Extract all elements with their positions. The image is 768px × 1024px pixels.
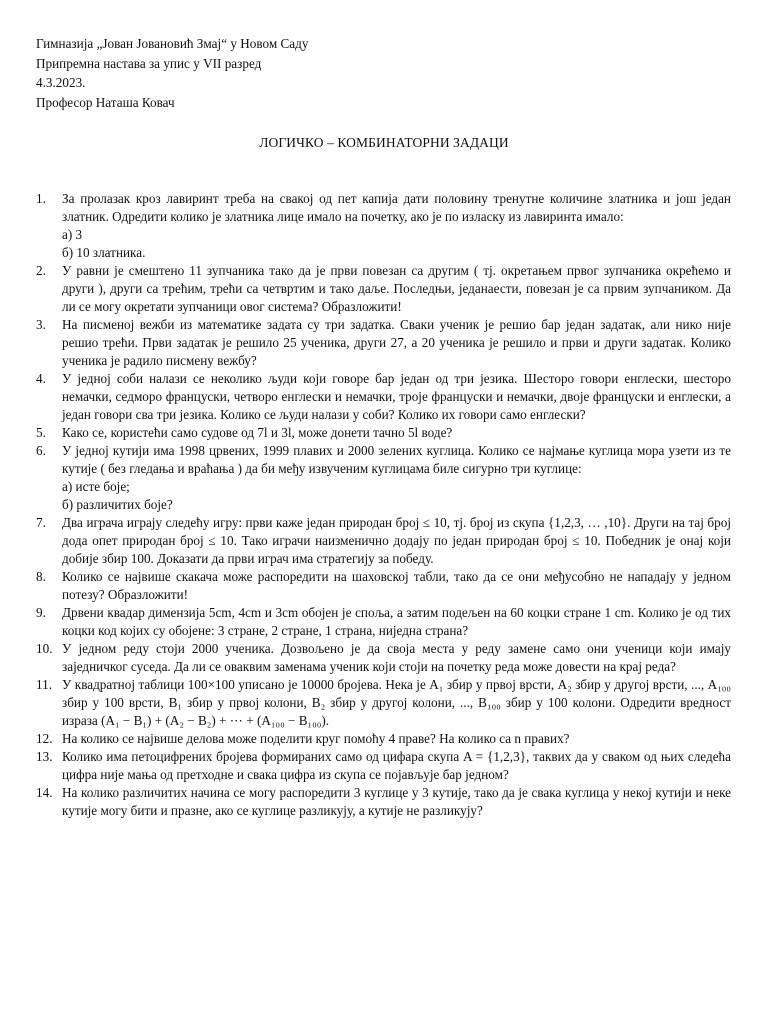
task-text: У равни је смештено 11 зупчаника тако да је први повезан са другим ( тј. окретањем првог зупчаника окрећемо и други ), други са трећим, трећи са четвртим и тако даље. Последњи, једанаести, повезан је са првим зупчаником. Да ли се могу окретати зупчаници овог система? Образложити! [62, 263, 731, 314]
document-title: ЛОГИЧКО – КОМБИНАТОРНИ ЗАДАЦИ [259, 135, 509, 150]
task-number: 7. [36, 515, 46, 530]
task-number: 9. [36, 605, 46, 620]
task-item [36, 604, 731, 640]
task-item [36, 262, 731, 316]
teacher-name: Професор Наташа Ковач [36, 94, 175, 110]
task-text: У квадратној таблици 100×100 уписано је 10000 бројева. Нека је A₁ збир у првој врсти, A₂ збир у другој врсти, ..., A₁₀₀ збир у 100 врсти, B₁ збир у првој колони, B₂ збир у другој колони, ..., B₁₀₀ збир у 100 колони. Одредити вредност израза (A₁ − B₁) + (A₂ − B₂) + ⋯ + (A₁₀₀ − B₁₀₀). [62, 677, 731, 728]
task-number: 11. [36, 677, 52, 692]
task-text: За пролазак кроз лавиринт треба на свакој од пет капија дати половину тренутне количине златника и још један златник. Одредити колико је златника лице имало на почетку, ако је по изласку из лавиринта имало: [62, 191, 731, 224]
task-item [36, 190, 731, 262]
task-number: 12. [36, 731, 53, 746]
task-number: 4. [36, 371, 46, 386]
task-text: Колико се највише скакача може распоредити на шаховској табли, тако да се они међусобно не нападају у једном потезу? Образложити! [62, 569, 731, 602]
task-item [36, 784, 731, 820]
task-text: На колико различитих начина се могу распоредити 3 куглице у 3 кутије, тако да је свака куглица у некој кутији и неке кутије могу бити и празне, ако се куглице разликују, а кутије не разликују? [62, 785, 731, 818]
task-item [36, 316, 731, 370]
task-text: Колико има петоцифрених бројева формираних само од цифара скупа A = {1,2,3}, таквих да у сваком од њих следећа цифра није мања од претходне и свака цифра из скупа се појављује бар једном? [62, 749, 731, 782]
task-item [36, 514, 731, 568]
task-item [36, 676, 731, 730]
document-header [36, 35, 536, 113]
task-text: На колико се највише делова може поделити круг помоћу 4 праве? На колико са n правих? [62, 731, 570, 746]
task-text: У једној соби налази се неколико људи који говоре бар један од три језика. Шесторо говори енглески, шесторо немачки, седморо француски, четворо енглески и немачки, троје француски и немачки, двоје француски и енглески, а један говори сва три језика. Колико се људи налази у соби? Колико их говори само енглески? [62, 371, 731, 422]
task-subitem: б) 10 златника. [62, 245, 146, 260]
task-text: У једном реду стоји 2000 ученика. Дозвољено је да своја места у реду замене само они ученици који имају заједничког суседа. Да ли се оваквим заменама ученик који стоји на почетку реда може довести на крај реда? [62, 641, 731, 674]
task-item [36, 424, 731, 442]
task-subitem: б) различитих боје? [62, 497, 173, 512]
task-item [36, 442, 731, 514]
task-text: Два играча играју следећу игру: први каже један природан број ≤ 10, тј. број из скупа {1,2,3, … ,10}. Други на тај број дода опет природан број ≤ 10. Тако играчи наизменично додају по један природан број ≤ 10. Победник је онај који добије збир 100. Доказати да први играч има стратегију за победу. [62, 515, 731, 566]
task-subitem: а) исте боје; [62, 479, 130, 494]
task-number: 14. [36, 785, 53, 800]
task-text: На писменој вежби из математике задата су три задатка. Сваки ученик је решио бар један задатак, али нико није решио трећи. Први задатак је решило 25 ученика, други 27, а 20 ученика је решило и први и други задатак. Колико ученика је радило писмену вежбу? [62, 317, 731, 368]
task-number: 5. [36, 425, 46, 440]
task-number: 13. [36, 749, 53, 764]
task-number: 10. [36, 641, 53, 656]
task-text: Дрвени квадар димензија 5cm, 4cm и 3cm обојен је споља, а затим подељен на 60 коцки стране 1 cm. Колико је од тих коцки код којих су обојене: 3 стране, 2 стране, 1 страна, ниједна страна? [62, 605, 731, 638]
task-item [36, 748, 731, 784]
task-subitem: а) 3 [62, 227, 83, 242]
task-item [36, 568, 731, 604]
task-item [36, 730, 731, 748]
task-item [36, 370, 731, 424]
course-name: Припремна настава за упис у VII разред [36, 55, 262, 71]
task-number: 6. [36, 443, 46, 458]
school-name: Гимназија „Јован Јовановић Змај“ у Новом Саду [36, 36, 309, 51]
task-list [36, 190, 731, 820]
task-item [36, 640, 731, 676]
document-date: 4.3.2023. [36, 75, 86, 90]
task-number: 8. [36, 569, 46, 584]
task-text: Како се, користећи само судове од 7l и 3l, може донети тачно 5l воде? [62, 425, 453, 440]
task-number: 3. [36, 317, 46, 332]
task-number: 2. [36, 263, 46, 278]
task-text: У једној кутији има 1998 црвених, 1999 плавих и 2000 зелених куглица. Колико се најмање куглица мора узети из те кутије ( без гледања и враћања ) да би међу извученим куглицама биле сигурно три куглице: [62, 443, 731, 476]
task-number: 1. [36, 191, 46, 206]
